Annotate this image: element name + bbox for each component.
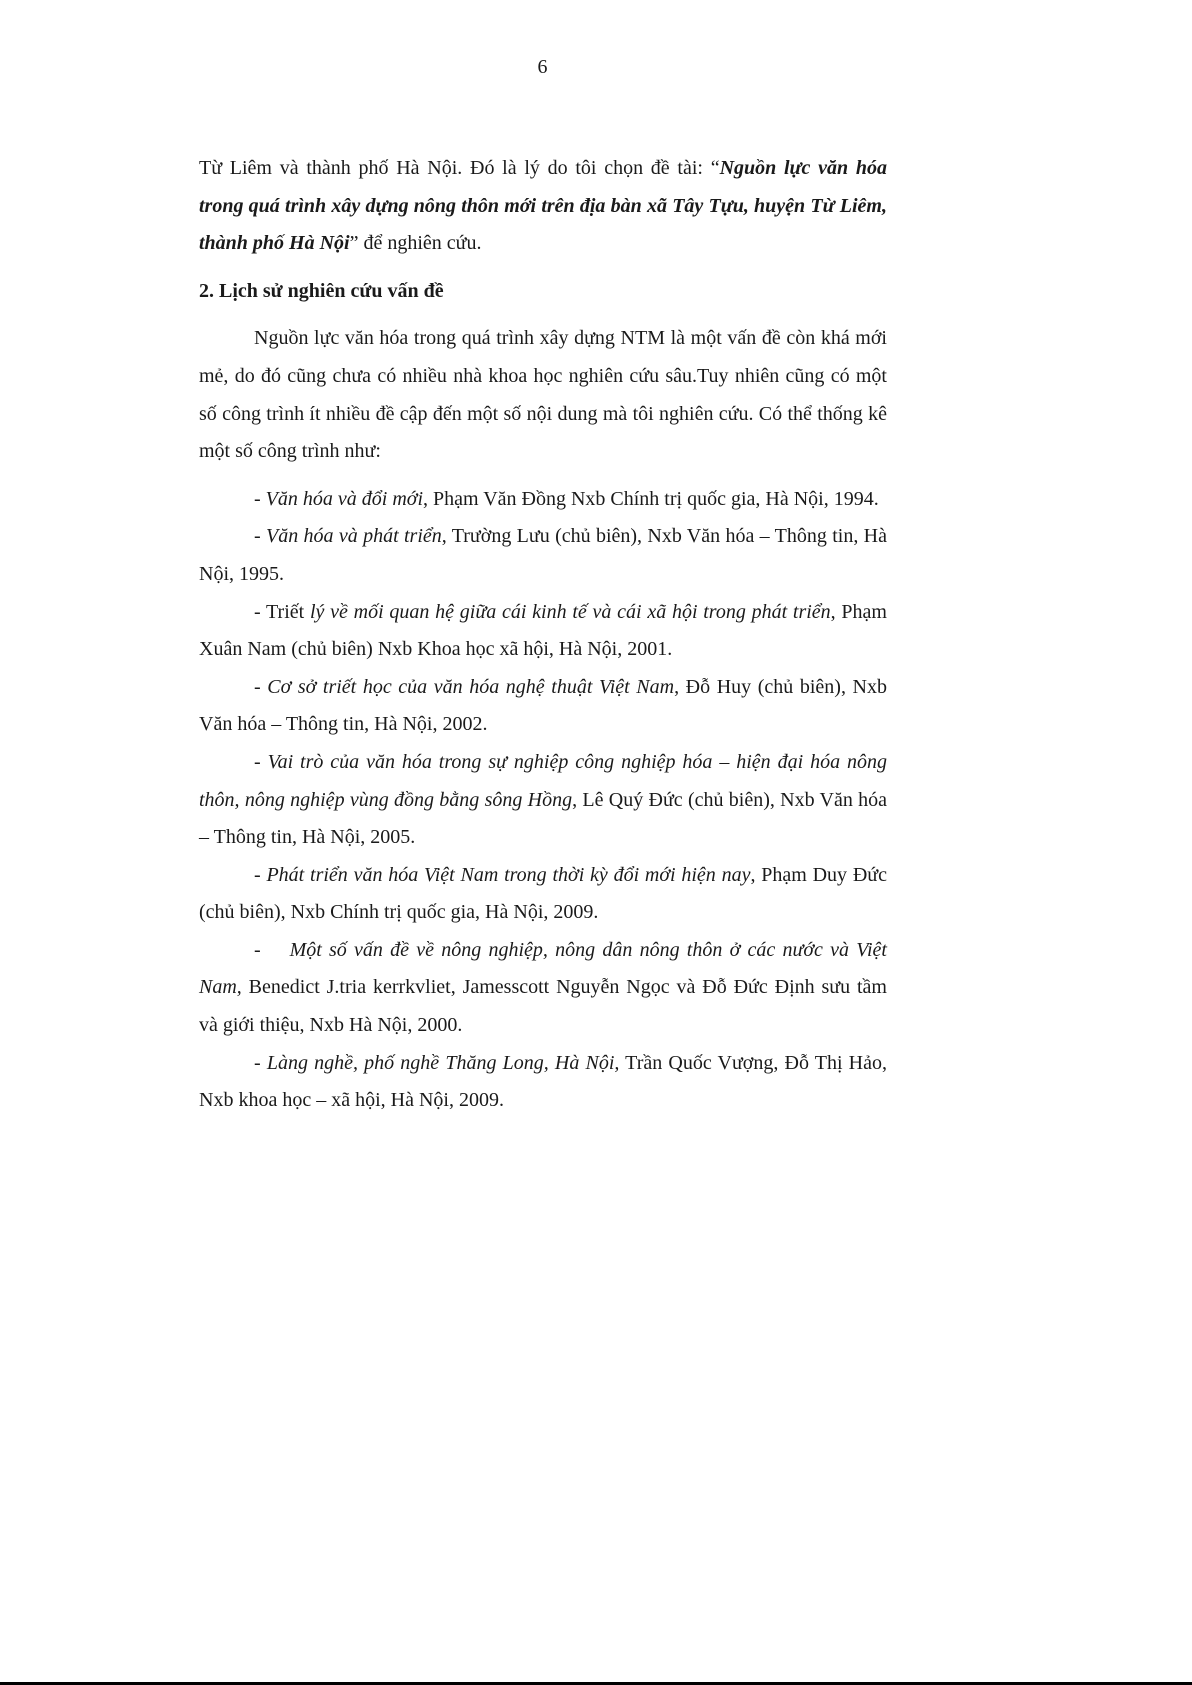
work-title: lý về mối quan hệ giữa cái kinh tế và cái xã hội trong phát triển [309,600,831,623]
section-heading: 2. Lịch sử nghiên cứu vấn đề [199,279,444,302]
work-details: , Trường Lưu (chủ biên), Nxb Văn hóa – Thông tin, Hà Nội, 1995. [199,525,887,585]
reference-item [199,857,887,932]
work-details: Trần Quốc Vượng, Đỗ Thị Hảo, Nxb khoa học – xã hội, Hà Nội, 2009. [199,1051,888,1112]
reference-item [199,1045,887,1120]
reference-item [199,744,887,857]
work-title: Văn hóa và đổi mới [265,487,423,510]
item-dash: - [254,938,290,961]
work-title-plain: Triết [266,600,310,623]
item-dash: - [254,487,266,510]
reference-item [199,594,887,669]
item-dash: - [254,525,266,548]
item-dash: - [254,600,267,623]
work-details: Benedict J.tria kerrkvliet, Jamesscott Nguyễn Ngọc và Đỗ Đức Định sưu tầm và giới thiệu, Nxb Hà Nội, 2000. [199,976,887,1037]
intro-text-pre: Từ Liêm và thành phố Hà Nội. Đó là lý do tôi chọn đề tài: “ [199,157,720,179]
work-title: Vai trò của văn hóa trong sự nghiệp công nghiệp hóa – hiện đại hóa nông thôn, nông nghiệp vùng đồng bằng sông Hồng [199,750,887,811]
thesis-title: Nguồn lực văn hóa trong quá trình xây dựng nông thôn mới trên địa bàn xã Tây Tựu, huyện Từ Liêm, thành phố Hà Nội [199,157,887,255]
item-dash: - [254,863,267,886]
reference-item [199,932,887,1045]
reference-item [199,669,887,744]
item-dash: - [254,1051,267,1074]
work-details: , Đỗ Huy (chủ biên), Nxb Văn hóa – Thông tin, Hà Nội, 2002. [199,675,887,736]
work-title: Làng nghề, phố nghề Thăng Long, Hà Nội, [266,1051,620,1074]
work-title: Cơ sở triết học của văn hóa nghệ thuật Việt Nam [267,675,675,698]
item-dash: - [254,675,268,698]
work-title: Phát triển văn hóa Việt Nam trong thời kỳ đổi mới hiện nay [266,863,751,886]
page-number: 6 [537,56,548,78]
main-paragraph: Nguồn lực văn hóa trong quá trình xây dựng NTM là một vấn đề còn khá mới mẻ, do đó cũng chưa có nhiều nhà khoa học nghiên cứu sâu.Tuy nhiên cũng có một số công trình ít nhiều đề cập đến một số nội dung mà tôi nghiên cứu. Có thể thống kê một số công trình như: [199,327,887,463]
document-body [199,150,887,1120]
work-details: , Lê Quý Đức (chủ biên), Nxb Văn hóa – Thông tin, Hà Nội, 2005. [199,788,888,849]
intro-text-post: ” để nghiên cứu. [349,232,482,255]
work-details: , Phạm Duy Đức (chủ biên), Nxb Chính trị quốc gia, Hà Nội, 2009. [199,863,887,924]
item-dash: - [254,750,268,773]
reference-item [199,518,887,593]
work-details: , Phạm Văn Đồng Nxb Chính trị quốc gia, Hà Nội, 1994. [423,487,879,510]
work-title: Một số vấn đề về nông nghiệp, nông dân nông thôn ở các nước và Việt Nam, [199,938,887,999]
reference-item [199,481,887,519]
intro-paragraph [199,150,887,263]
work-details: , Phạm Xuân Nam (chủ biên) Nxb Khoa học xã hội, Hà Nội, 2001. [199,600,887,661]
work-title: Văn hóa và phát triển [266,525,442,548]
